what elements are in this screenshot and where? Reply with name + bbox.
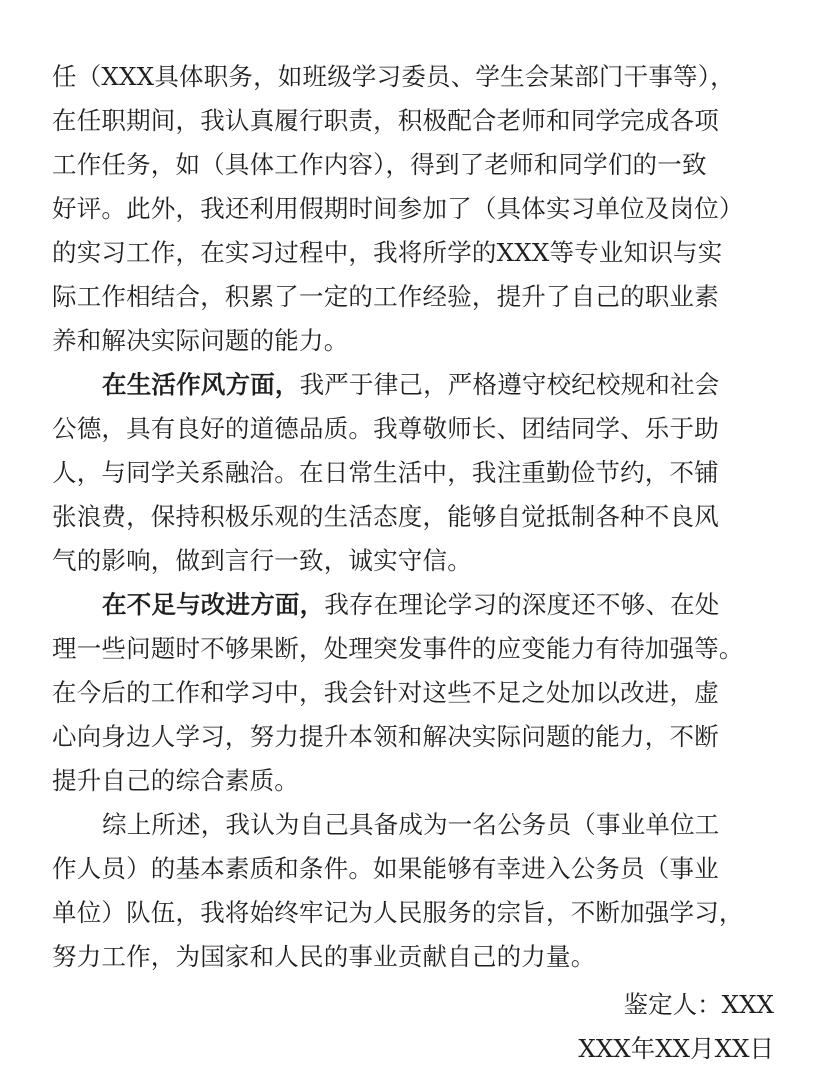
appraiser-signature: 鉴定人：XXX xyxy=(623,990,774,1019)
text-line: 的实习工作，在实习过程中，我将所学的XXX等专业知识与实 xyxy=(52,238,723,267)
text-line: 气的影响，做到言行一致，诚实守信。 xyxy=(52,546,472,575)
text-line: 在任职期间，我认真履行职责，积极配合老师和同学完成各项 xyxy=(52,106,719,135)
section-heading: 在不足与改进方面， xyxy=(102,590,325,619)
text-line xyxy=(52,363,788,407)
text-line: 张浪费，保持积极乐观的生活态度，能够自觉抵制各种不良风 xyxy=(52,502,719,531)
text-line xyxy=(52,583,788,627)
document-page xyxy=(52,55,788,1071)
signature-block xyxy=(52,983,788,1071)
text-line: 工作任务，如（具体工作内容），得到了老师和同学们的一致 xyxy=(52,150,707,179)
text-line: 人，与同学关系融洽。在日常生活中，我注重勤俭节约，不铺 xyxy=(52,458,719,487)
text-line: 心向身边人学习，努力提升本领和解决实际问题的能力，不断 xyxy=(52,722,719,751)
paragraph-shortcomings xyxy=(52,583,788,803)
text-line: 际工作相结合，积累了一定的工作经验，提升了自己的职业素 xyxy=(52,282,719,311)
section-heading: 在生活作风方面， xyxy=(102,370,300,399)
text-line: 综上所述，我认为自己具备成为一名公务员（事业单位工 xyxy=(102,810,720,839)
signature-date: XXX年XX月XX日 xyxy=(578,1034,774,1063)
text-line: 理一些问题时不够果断，处理突发事件的应变能力有待加强等。 xyxy=(52,634,744,663)
text-line: 作人员）的基本素质和条件。如果能够有幸进入公务员（事业 xyxy=(52,854,719,883)
text-line: 在今后的工作和学习中，我会针对这些不足之处加以改进，虚 xyxy=(52,678,719,707)
text-line: 单位）队伍，我将始终牢记为人民服务的宗旨，不断加强学习， xyxy=(52,898,744,927)
text-line: 公德，具有良好的道德品质。我尊敬师长、团结同学、乐于助 xyxy=(52,414,719,443)
text-line: 任（XXX具体职务，如班级学习委员、学生会某部门干事等）， xyxy=(52,62,735,91)
text-line: 好评。此外，我还利用假期时间参加了（具体实习单位及岗位） xyxy=(52,194,744,223)
paragraph-work-experience xyxy=(52,55,788,363)
text-line: 提升自己的综合素质。 xyxy=(52,766,299,795)
paragraph-lifestyle xyxy=(52,363,788,583)
text-run: 我存在理论学习的深度还不够、在处 xyxy=(324,590,720,619)
paragraph-conclusion xyxy=(52,803,788,979)
text-line: 养和解决实际问题的能力。 xyxy=(52,326,349,355)
text-run: 我严于律己，严格遵守校纪校规和社会 xyxy=(299,370,720,399)
text-line: 努力工作，为国家和人民的事业贡献自己的力量。 xyxy=(52,942,596,971)
